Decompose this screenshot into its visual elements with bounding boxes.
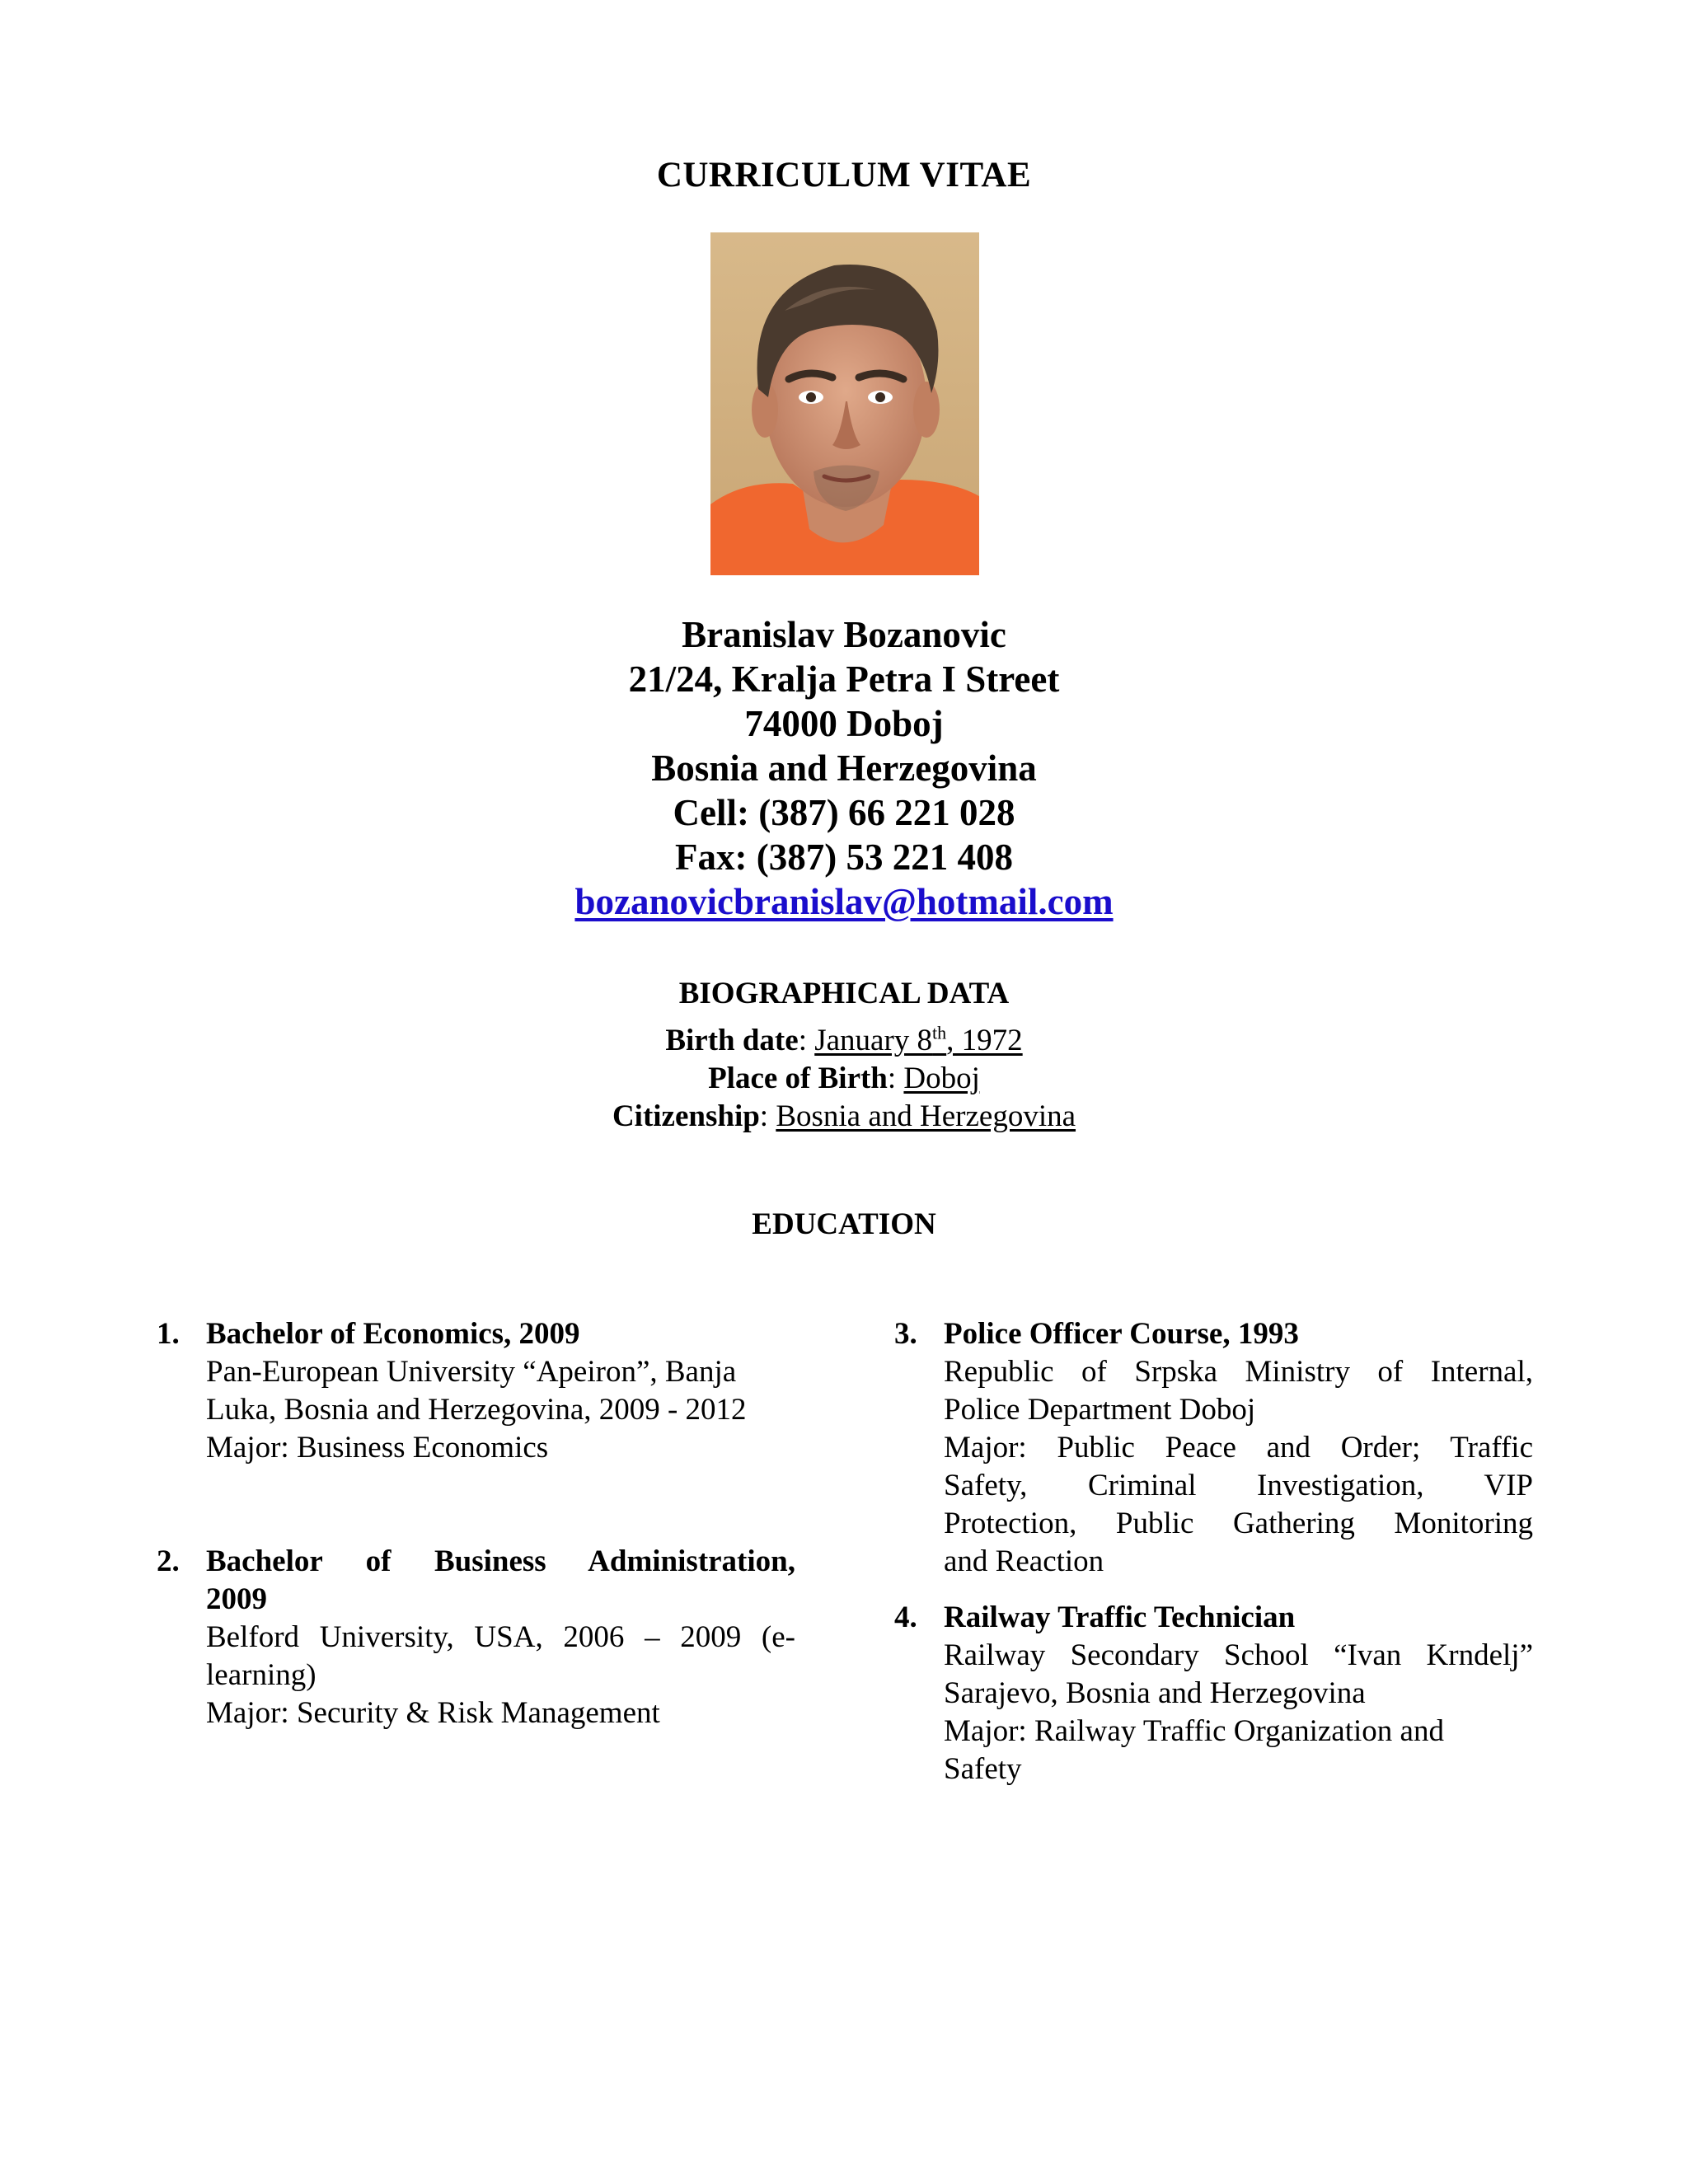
item-line: Safety, Criminal Investigation, VIP: [944, 1469, 1533, 1502]
item-line: Republic of Srpska Ministry of Internal,: [944, 1355, 1533, 1389]
citizenship-row: Citizenship: Bosnia and Herzegovina: [612, 1099, 1076, 1133]
email-link[interactable]: bozanovicbranislav@hotmail.com: [574, 881, 1114, 922]
place-of-birth-value: Doboj: [903, 1062, 980, 1095]
item-line: Belford University, USA, 2006 – 2009 (e-: [206, 1620, 795, 1654]
item-line: and Reaction: [944, 1544, 1104, 1578]
education-item: [894, 1315, 1533, 1581]
fax-number: Fax: (387) 53 221 408: [675, 837, 1013, 878]
item-number: 2.: [157, 1544, 180, 1578]
item-line: Major: Railway Traffic Organization and: [944, 1714, 1444, 1748]
item-line: Railway Secondary School “Ivan Krndelj”: [944, 1638, 1533, 1672]
applicant-name: Branislav Bozanovic: [682, 614, 1006, 655]
education-item: [894, 1599, 1533, 1788]
birth-date-value: January 8th, 1972: [814, 1022, 1023, 1057]
education-item: [157, 1543, 795, 1732]
page-title: CURRICULUM VITAE: [656, 156, 1032, 194]
place-of-birth-label: Place of Birth: [708, 1062, 888, 1095]
item-number: 4.: [894, 1601, 917, 1634]
item-title: Railway Traffic Technician: [944, 1601, 1296, 1634]
contact-block: [0, 612, 1688, 924]
place-of-birth-row: Place of Birth: Doboj: [708, 1062, 980, 1095]
city-address: 74000 Doboj: [744, 703, 944, 744]
item-title: Bachelor of Economics, 2009: [206, 1317, 580, 1351]
birth-date-label: Birth date: [665, 1024, 799, 1057]
education-right-column: [894, 1315, 1533, 1788]
item-line: Police Department Doboj: [944, 1393, 1256, 1427]
biographical-heading: BIOGRAPHICAL DATA: [678, 977, 1010, 1010]
item-line: Protection, Public Gathering Monitoring: [944, 1507, 1533, 1540]
citizenship-label: Citizenship: [612, 1099, 760, 1133]
item-line: Pan-European University “Apeiron”, Banja: [206, 1355, 737, 1389]
biographical-data: [0, 1022, 1688, 1136]
cell-phone: Cell: (387) 66 221 028: [673, 792, 1015, 833]
street-address: 21/24, Kralja Petra I Street: [628, 658, 1060, 700]
education-item: [157, 1315, 795, 1467]
item-title: Police Officer Course, 1993: [944, 1317, 1299, 1351]
item-line: Major: Business Economics: [206, 1431, 549, 1465]
item-line: Major: Public Peace and Order; Traffic: [944, 1431, 1533, 1465]
item-number: 3.: [894, 1317, 917, 1351]
citizenship-value: Bosnia and Herzegovina: [776, 1099, 1076, 1133]
item-line: Sarajevo, Bosnia and Herzegovina: [944, 1676, 1366, 1710]
item-number: 1.: [157, 1317, 180, 1351]
country: Bosnia and Herzegovina: [651, 748, 1037, 789]
item-title-cont: 2009: [206, 1582, 267, 1616]
education-heading: EDUCATION: [752, 1207, 936, 1241]
item-line: Safety: [944, 1752, 1022, 1786]
item-line: learning): [206, 1658, 316, 1692]
item-line: Luka, Bosnia and Herzegovina, 2009 - 2012: [206, 1393, 747, 1427]
birth-date-row: Birth date: January 8th, 1972: [665, 1022, 1023, 1057]
item-title: Bachelor of Business Administration,: [206, 1544, 795, 1578]
item-line: Major: Security & Risk Management: [206, 1696, 660, 1730]
profile-photo: [710, 232, 979, 575]
education-left-column: [157, 1315, 795, 1732]
